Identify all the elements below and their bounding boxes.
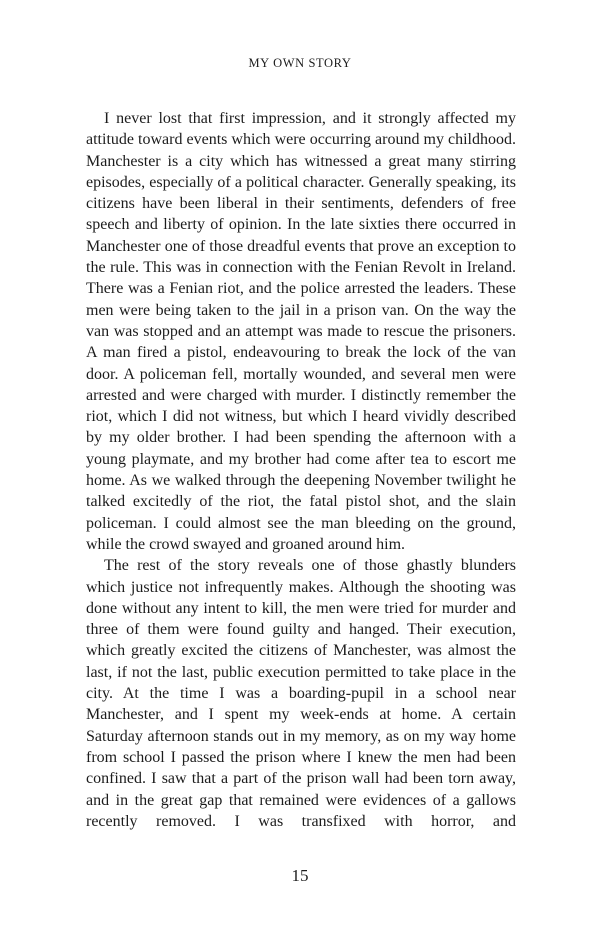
- running-header: MY OWN STORY: [248, 56, 352, 70]
- paragraph-2: The rest of the story reveals one of those ghastly blunders which justice not infrequently makes. Although the shooting was done without any intent to kill, the men were tried for murder and three of them were found guilty and hanged. Their execution, which greatly excited the citizens of Manchester, was almost the last, if not the last, public execution permitted to take place in the city. At the time I was a boarding-pupil in a school near Manchester, and I spent my week-ends at home. A certain Saturday afternoon stands out in my memory, as on my way home from school I passed the prison where I knew the men had been confined. I saw that a part of the prison wall had been torn away, and in the great gap that remained were evidences of a gallows recently removed. I was transfixed with horror, and: [86, 557, 516, 830]
- page-number: 15: [291, 866, 309, 885]
- body-text: [86, 108, 516, 832]
- paragraph-1: I never lost that first impression, and it strongly affected my attitude toward events which were occurring around my childhood. Manchester is a city which has witnessed a great many stirring episodes, especially of a political character. Generally speaking, its citizens have been liberal in their sentiments, defenders of free speech and liberty of opinion. In the late sixties there occurred in Manchester one of those dreadful events that prove an exception to the rule. This was in connection with the Fenian Revolt in Ireland. There was a Fenian riot, and the police arrested the leaders. These men were being taken to the jail in a prison van. On the way the van was stopped and an attempt was made to rescue the prisoners. A man fired a pistol, endeavouring to break the lock of the van door. A policeman fell, mortally wounded, and several men were arrested and were charged with murder. I distinctly remember the riot, which I did not witness, but which I heard vividly described by my older brother. I had been spending the afternoon with a young playmate, and my brother had come after tea to escort me home. As we walked through the deepening November twilight he talked excitedly of the riot, the fatal pistol shot, and the slain policeman. I could almost see the man bleeding on the ground, while the crowd swayed and groaned around him.: [86, 110, 516, 553]
